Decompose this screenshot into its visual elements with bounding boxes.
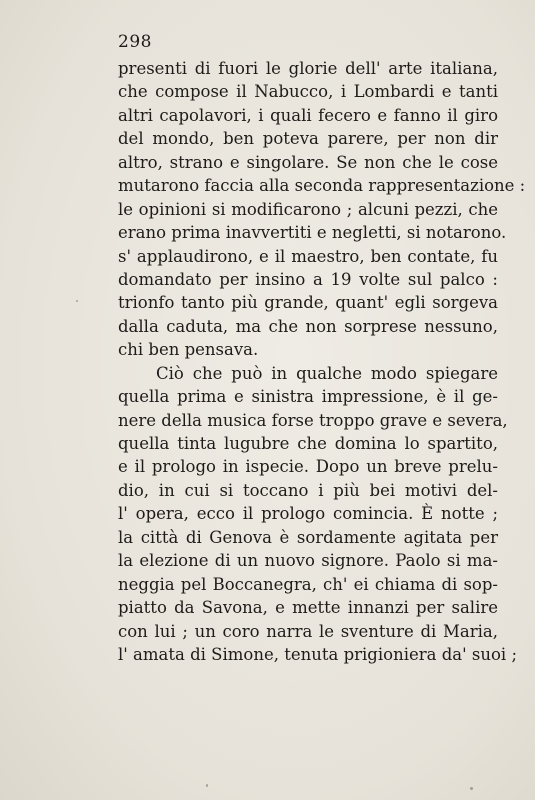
text-line: neggia pel Boccanegra, ch' ei chiama di sop- (118, 574, 498, 594)
text-line: dio, in cui si toccano i più bei motivi del- (118, 480, 498, 500)
paragraph-1 (118, 57, 526, 362)
page-number: 298 (118, 32, 152, 52)
text-line: s' applaudirono, e il maestro, ben contate, fu (118, 246, 498, 266)
paper-speck (470, 787, 473, 790)
text-line: trionfo tanto più grande, quant' egli sorgeva (118, 293, 498, 313)
text-line: altri capolavori, i quali fecero e fanno il giro (118, 105, 498, 125)
paper-speck (206, 784, 208, 787)
text-line: l' amata di Simone, tenuta prigioniera da' suoi ; (118, 644, 518, 664)
text-line: l' opera, ecco il prologo comincia. È notte ; (118, 504, 498, 524)
text-line: piatto da Savona, e mette innanzi per salire (118, 598, 498, 618)
text-line: altro, strano e singolare. Se non che le cose (118, 152, 498, 172)
text-line: quella tinta lugubre che domina lo spartito, (118, 434, 498, 453)
paper-speck (76, 300, 78, 302)
text-line: con lui ; un coro narra le sventure di Maria, (118, 621, 498, 641)
text-line: mutarono faccia alla seconda rappresentazione : (118, 176, 526, 196)
text-line: Ciò che può in qualche modo spiegare (156, 363, 498, 383)
text-line: del mondo, ben poteva parere, per non dir (118, 129, 498, 149)
text-line: che compose il Nabucco, i Lombardi e tanti (118, 82, 498, 102)
text-line: erano prima inavvertiti e negletti, si notarono. (118, 223, 507, 243)
text-line: domandato per insino a 19 volte sul palco : (118, 269, 498, 289)
text-line: nere della musica forse troppo grave e severa, (118, 410, 508, 430)
body-text (118, 57, 526, 666)
text-line: e il prologo in ispecie. Dopo un breve prelu- (118, 457, 498, 477)
text-line: dalla caduta, ma che non sorprese nessuno, (118, 316, 498, 336)
text-line: quella prima e sinistra impressione, è il ge- (118, 387, 498, 407)
text-line: chi ben pensava. (118, 340, 259, 360)
text-line: la città di Genova è sordamente agitata per (118, 527, 498, 547)
text-line: la elezione di un nuovo signore. Paolo si ma- (118, 551, 498, 571)
paragraph-2 (118, 362, 518, 667)
text-line: presenti di fuori le glorie dell' arte italiana, (118, 59, 498, 78)
text-line: le opinioni si modificarono ; alcuni pezzi, che (118, 199, 498, 219)
